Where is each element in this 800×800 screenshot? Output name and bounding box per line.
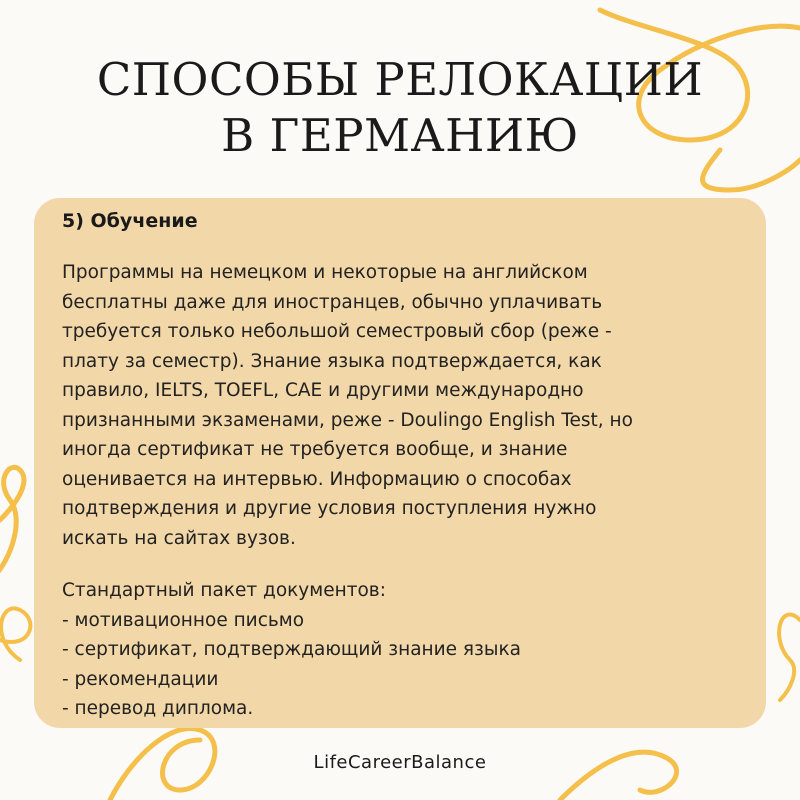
document-item: - мотивационное письмо bbox=[62, 609, 305, 631]
content-card bbox=[34, 198, 766, 728]
description-paragraph bbox=[62, 258, 762, 553]
paragraph-line: плату за семестр). Знание языка подтверждается, как bbox=[62, 350, 602, 372]
paragraph-line: бесплатны даже для иностранцев, обычно уплачивать bbox=[62, 291, 603, 313]
document-item: - перевод диплома. bbox=[62, 698, 254, 719]
page-title-line-2: В ГЕРМАНИЮ bbox=[221, 109, 579, 162]
page-title-line-1: СПОСОБЫ РЕЛОКАЦИИ bbox=[96, 53, 704, 106]
document-item: - рекомендации bbox=[62, 668, 219, 690]
squiggle-right-edge bbox=[779, 615, 800, 700]
documents-list bbox=[62, 576, 762, 724]
section-heading: 5) Обучение bbox=[62, 210, 198, 232]
paragraph-line: иногда сертификат не требуется вообще, и знание bbox=[62, 439, 568, 460]
squiggle-left bbox=[0, 467, 24, 575]
paragraph-line: требуется только небольшой семестровый сбор (реже - bbox=[62, 321, 612, 342]
page-title bbox=[0, 52, 800, 164]
paragraph-line: признанными экзаменами, реже - Doulingo English Test, но bbox=[62, 409, 633, 431]
paragraph-line: подтверждения и другие условия поступления нужно bbox=[62, 498, 597, 519]
brand-name: LifeCareerBalance bbox=[313, 752, 487, 773]
squiggle-bottom-left bbox=[0, 608, 30, 660]
document-item: - сертификат, подтверждающий знание языка bbox=[62, 639, 522, 660]
paragraph-line: оценивается на интервью. Информацию о способах bbox=[62, 468, 572, 490]
paragraph-line: правило, IELTS, TOEFL, CAE и другими международно bbox=[62, 380, 584, 401]
paragraph-line: Программы на немецком и некоторые на английском bbox=[62, 262, 588, 283]
paragraph-line: искать на сайтах вузов. bbox=[62, 527, 296, 549]
documents-heading: Стандартный пакет документов: bbox=[62, 580, 386, 601]
